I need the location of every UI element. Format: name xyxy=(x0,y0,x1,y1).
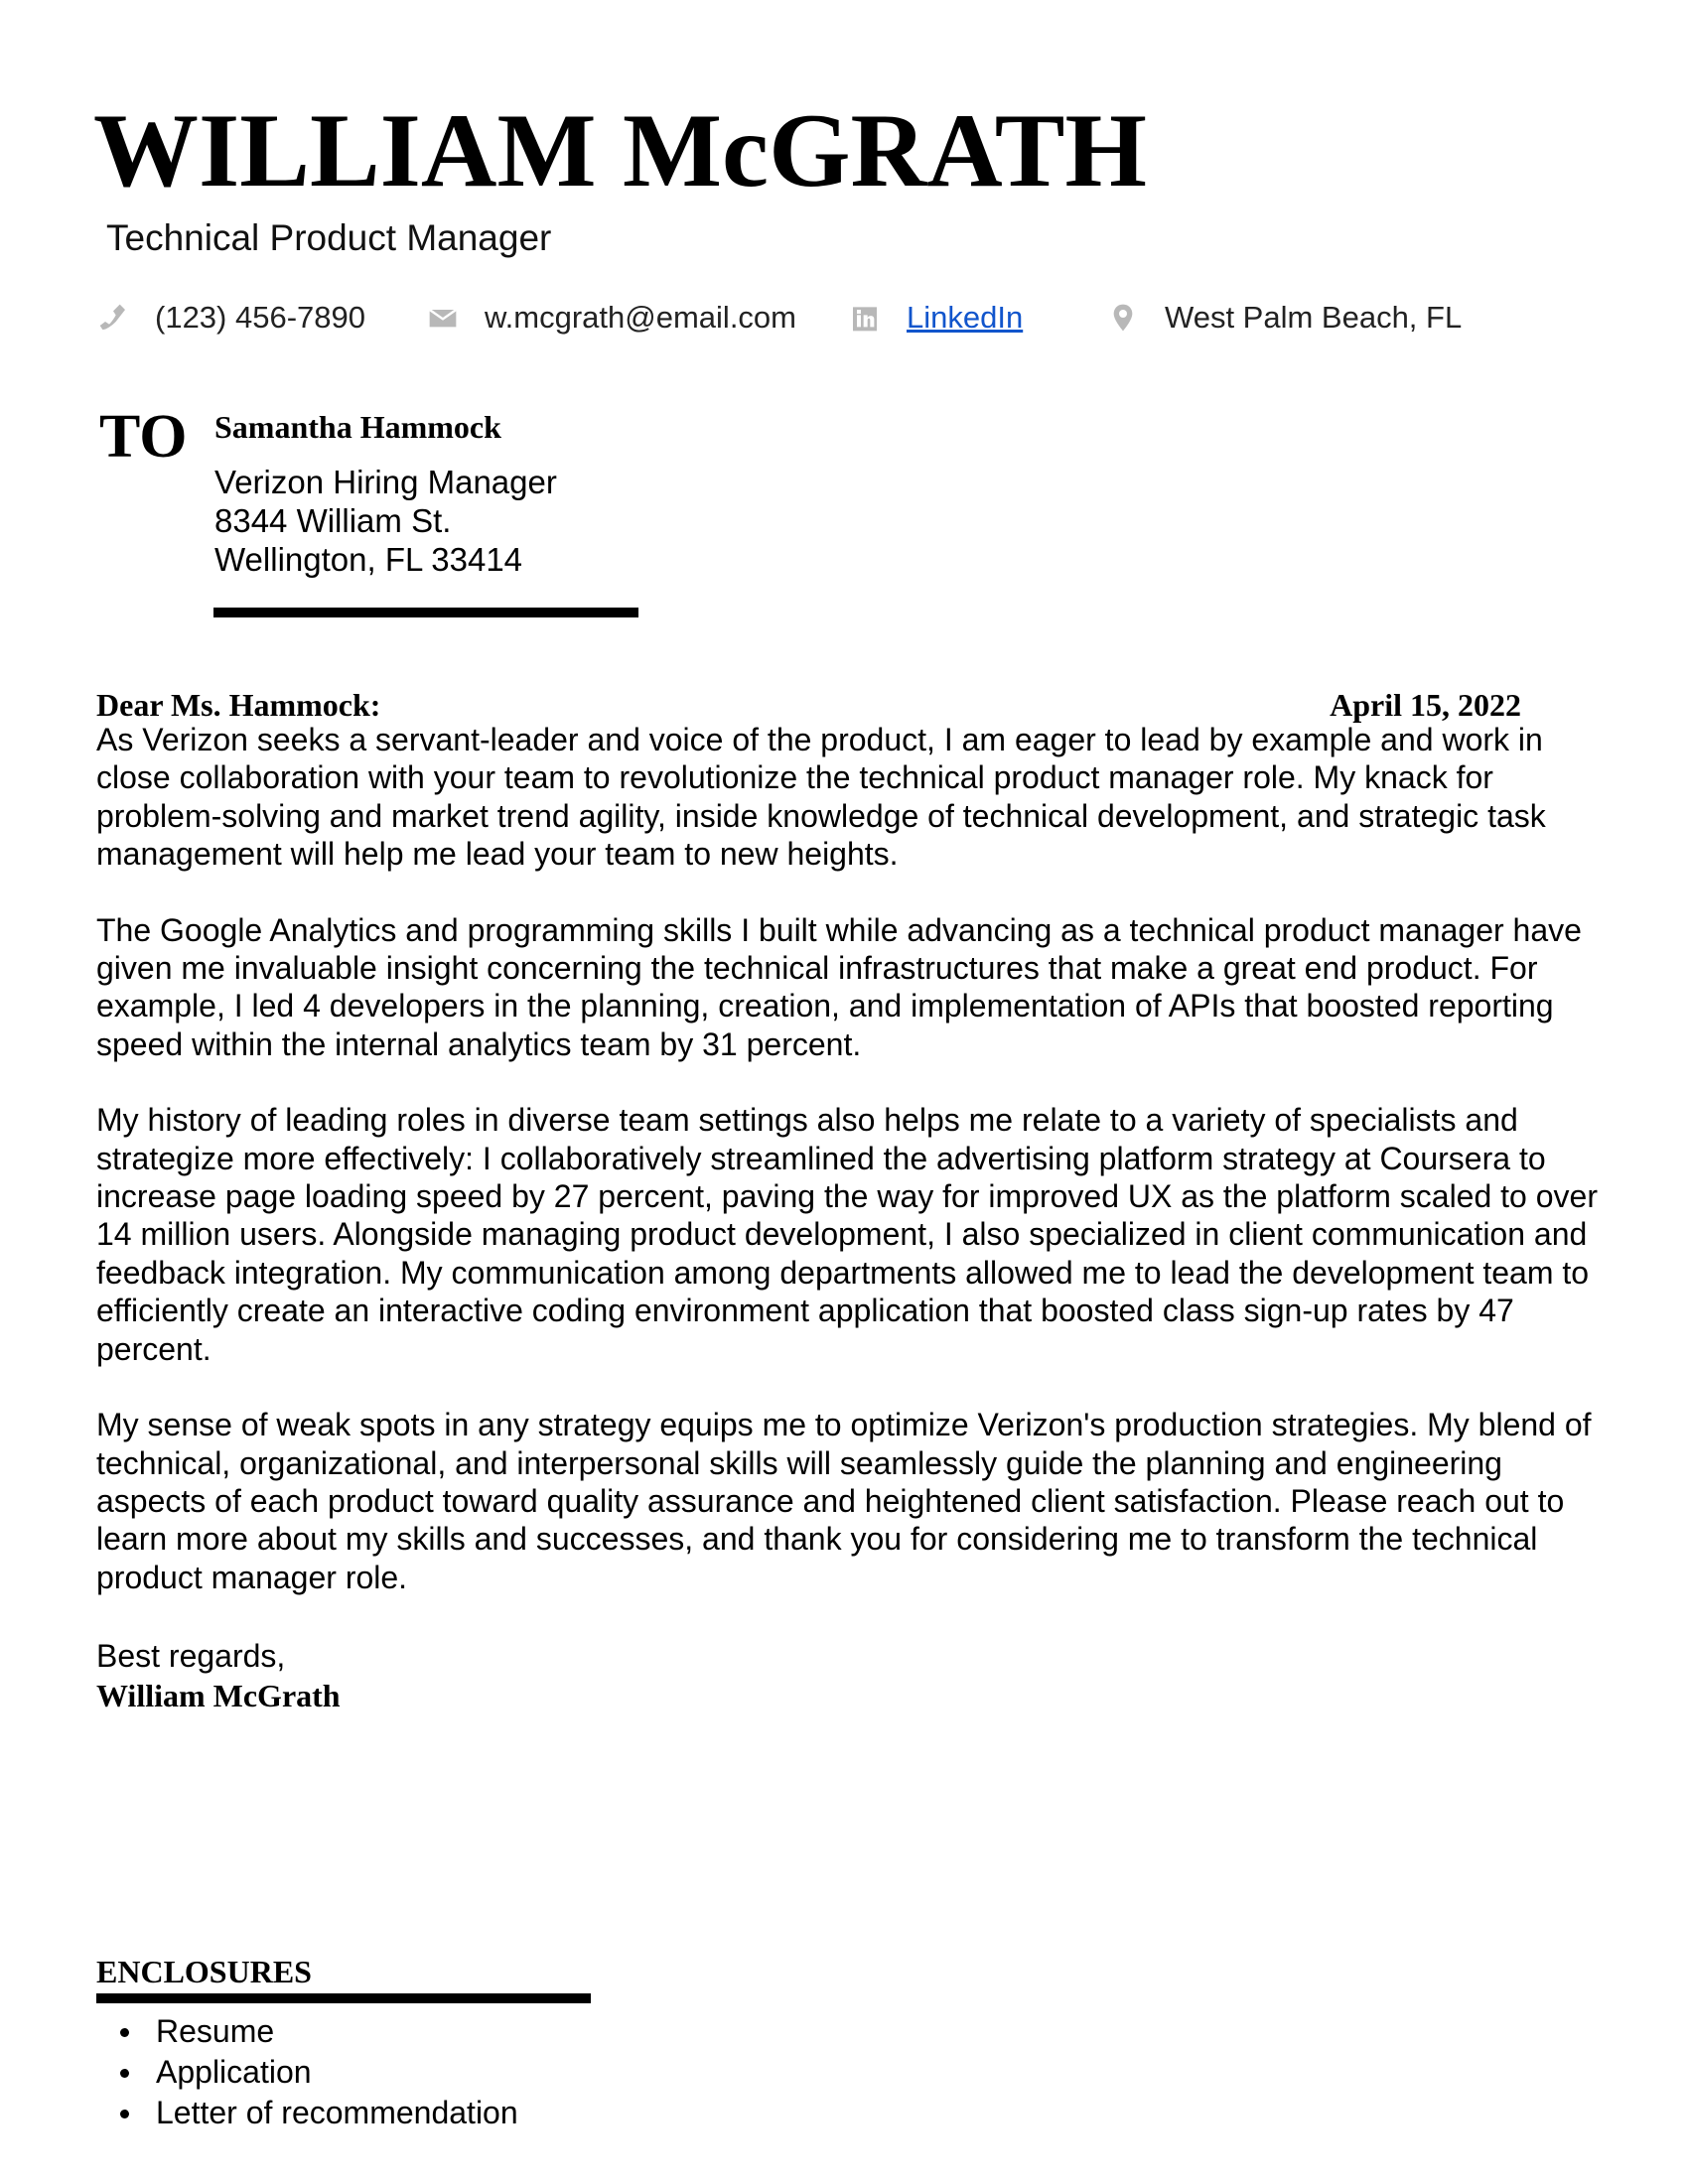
phone-number: (123) 456-7890 xyxy=(155,300,365,335)
contact-linkedin xyxy=(849,296,1023,340)
recipient-address-line: Verizon Hiring Manager xyxy=(214,464,557,500)
recipient-divider xyxy=(213,608,638,617)
letter-body xyxy=(96,721,1616,1634)
body-paragraph: My history of leading roles in diverse team settings also helps me relate to a variety of specialists and strategize more effectively: I collaboratively streamlined the advertising platform strategy at Coursera to increase page loading speed by 27 percent, paving the way for improved UX as the platform scaled to over 14 million users. Alongside managing product development, I also specialized in client communication and feedback integration. My communication among departments allowed me to lead the development team to efficiently create an interactive coding environment application that boosted class sign-up rates by 47 percent. xyxy=(96,1102,1598,1367)
body-paragraph: The Google Analytics and programming skills I built while advancing as a technical product manager have given me invaluable insight concerning the technical infrastructures that make a great end product. For example, I led 4 developers in the planning, creation, and implementation of APIs that boosted reporting speed within the internal analytics team by 31 percent. xyxy=(96,911,1582,1062)
contact-email xyxy=(427,296,796,340)
recipient-name: Samantha Hammock xyxy=(214,409,501,445)
recipient-address xyxy=(214,463,557,579)
recipient-address-line: Wellington, FL 33414 xyxy=(214,541,523,578)
linkedin-icon xyxy=(849,302,881,334)
email-address: w.mcgrath@email.com xyxy=(485,300,796,335)
contact-location xyxy=(1107,296,1462,340)
list-item: Letter of recommendation xyxy=(96,2093,518,2133)
envelope-icon xyxy=(427,302,459,334)
location-text: West Palm Beach, FL xyxy=(1165,300,1463,335)
location-pin-icon xyxy=(1107,302,1139,334)
enclosures-list xyxy=(96,2011,518,2133)
closing: Best regards, xyxy=(96,1638,286,1674)
signer-name: William McGrath xyxy=(96,1678,341,1713)
list-item: Resume xyxy=(96,2011,518,2052)
letter-date: April 15, 2022 xyxy=(1330,687,1521,723)
phone-icon xyxy=(97,302,129,334)
enclosures-heading: ENCLOSURES xyxy=(96,1954,312,1989)
job-title: Technical Product Manager xyxy=(106,217,552,258)
recipient-address-line: 8344 William St. xyxy=(214,502,452,539)
linkedin-link[interactable]: LinkedIn xyxy=(907,300,1024,335)
enclosures-divider xyxy=(96,1993,591,2003)
recipient-label: TO xyxy=(99,403,188,471)
salutation-row xyxy=(96,685,1521,725)
contact-phone xyxy=(97,296,365,340)
salutation: Dear Ms. Hammock: xyxy=(96,687,381,723)
body-paragraph: My sense of weak spots in any strategy equips me to optimize Verizon's production strategies. My blend of technical, organizational, and interpersonal skills will seamlessly guide the planning and engineering aspects of each product toward quality assurance and heightened client satisfaction. Please reach out to learn more about my skills and successes, and thank you for considering me to transform the technical product manager role. xyxy=(96,1407,1592,1595)
list-item: Application xyxy=(96,2052,518,2093)
applicant-name: WILLIAM McGRATH xyxy=(93,92,1147,208)
body-paragraph: As Verizon seeks a servant-leader and voice of the product, I am eager to lead by example and work in close collaboration with your team to revolutionize the technical product manager role. My knack for problem-solving and market trend agility, inside knowledge of technical development, and strategic task management will help me lead your team to new heights. xyxy=(96,722,1546,873)
